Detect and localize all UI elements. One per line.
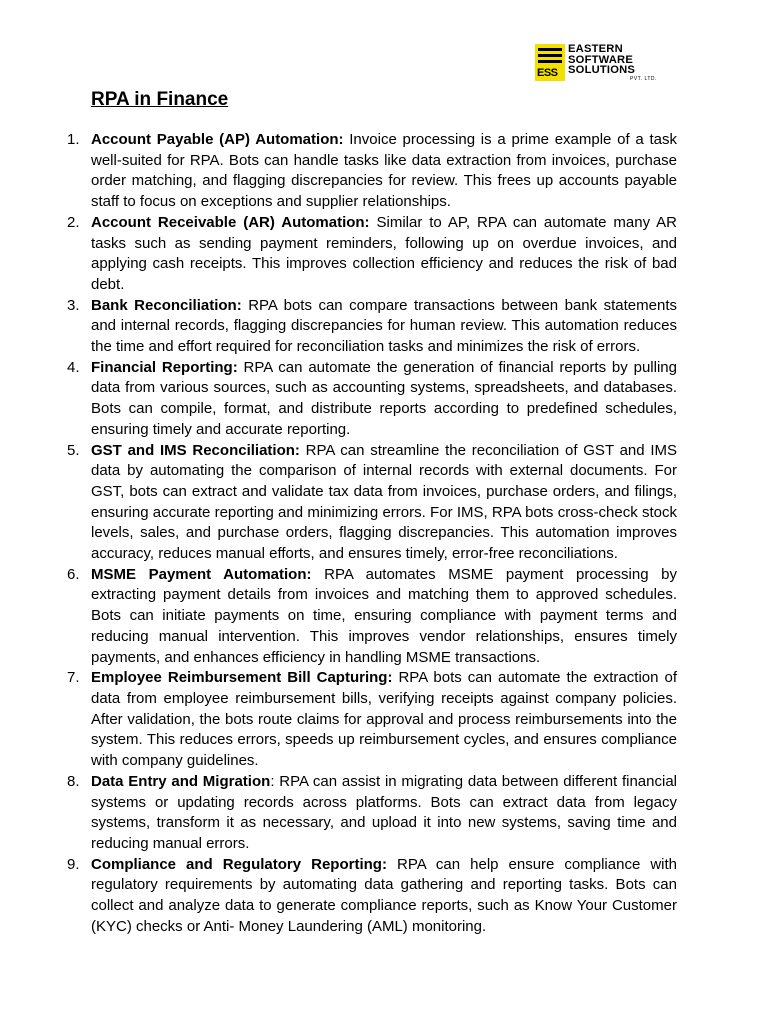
logo-line-3: SOLUTIONS xyxy=(568,64,636,77)
item-text: RPA can streamline the reconciliation of GST and IMS data by automating the comparison of internal records with external documents. For GST, bots can extract and validate tax data from invoices, purchase orders, and filings, ensuring accurate reporting and minimizing errors. For IMS, RPA bots cross-check stock levels, sales, and purchase orders, flagging discrepancies. This automation improves accuracy, reduces manual efforts, and ensures timely, error-free reconciliations. xyxy=(91,441,678,563)
item-heading: Data Entry and Migration xyxy=(91,772,271,790)
item-heading: GST and IMS Reconciliation: xyxy=(91,441,300,459)
item-number: 7. xyxy=(67,669,80,687)
item-number: 4. xyxy=(67,358,80,376)
company-logo xyxy=(535,44,677,82)
item-text: : RPA can assist in migrating data between different financial systems or updating records across platforms. Bots can extract data from legacy systems, transform it as necessary, and upload it into new systems, saving time and reducing manual errors. xyxy=(91,772,677,852)
item-number: 8. xyxy=(67,772,80,790)
item-text: RPA can automate the generation of financial reports by pulling data from various sources, such as accounting systems, spreadsheets, and databases. Bots can compile, format, and distribute reports according to predefined schedules, ensuring timely and accurate reporting. xyxy=(91,358,677,438)
item-number: 1. xyxy=(67,131,80,148)
item-heading: Account Receivable (AR) Automation: xyxy=(91,213,370,231)
item-text: RPA can help ensure compliance with regulatory requirements by automating data gathering and reporting tasks. Bots can collect and analyze data to generate compliance reports, such as Know Your Customer (KYC) checks or Anti- Money Laundering (AML) monitoring. xyxy=(91,855,677,935)
list-item xyxy=(67,565,677,669)
item-heading: Employee Reimbursement Bill Capturing: xyxy=(91,669,393,687)
item-heading: Account Payable (AP) Automation: xyxy=(91,131,344,148)
list-item xyxy=(67,130,677,213)
item-number: 5. xyxy=(67,441,80,459)
item-text: RPA automates MSME payment processing by extracting payment details from invoices and matching them to approved schedules. Bots can initiate payments on time, ensuring compliance with payment terms and reducing manual intervention. This improves vendor relationships, ensures timely payments, and enhances efficiency in handling MSME transactions. xyxy=(91,565,677,666)
item-number: 6. xyxy=(67,565,80,583)
item-heading: Financial Reporting: xyxy=(91,358,238,376)
item-text: RPA bots can compare transactions between bank statements and internal records, flagging discrepancies for human review. This automation reduces the time and effort required for reconciliation tasks and minimizes the risk of errors. xyxy=(91,296,677,356)
logo-subtitle: PVT. LTD. xyxy=(630,76,657,82)
logo-line-1: EASTERN xyxy=(568,43,623,55)
item-heading: Bank Reconciliation: xyxy=(91,296,242,314)
item-text: Invoice processing is a prime example of a task well-suited for RPA. Bots can handle tasks like data extraction from invoices, purchase order matching, and flagging discrepancies for review. This frees up accounts payable staff to focus on exceptions and supplier relationships. xyxy=(91,131,677,211)
ess-logo-icon xyxy=(535,44,565,81)
list-item xyxy=(67,441,678,565)
logo-company-name xyxy=(568,44,635,76)
item-heading: Compliance and Regulatory Reporting: xyxy=(91,855,387,873)
item-heading: MSME Payment Automation: xyxy=(91,565,312,583)
list-item xyxy=(67,668,677,772)
logo-mark-text: ESS xyxy=(537,67,558,79)
list-item xyxy=(67,213,677,296)
page-title: RPA in Finance xyxy=(91,89,229,110)
item-number: 2. xyxy=(67,213,80,231)
item-number: 3. xyxy=(67,296,80,314)
list-item xyxy=(67,358,677,441)
item-text: RPA bots can automate the extraction of data from employee reimbursement bills, verifying receipts against company policies. After validation, the bots route claims for approval and process reimbursements into the system. This reduces errors, speeds up reimbursement cycles, and ensures compliance with company guidelines. xyxy=(91,669,677,770)
item-text: Similar to AP, RPA can automate many AR tasks such as sending payment reminders, following up on overdue invoices, and applying cash receipts. This improves collection efficiency and reduces the risk of bad debt. xyxy=(91,213,677,293)
list-item xyxy=(67,296,677,358)
list-item xyxy=(67,772,677,855)
rpa-use-case-list xyxy=(0,130,677,937)
list-item xyxy=(67,855,677,938)
logo-line-2: SOFTWARE xyxy=(568,53,633,66)
item-number: 9. xyxy=(67,855,80,873)
